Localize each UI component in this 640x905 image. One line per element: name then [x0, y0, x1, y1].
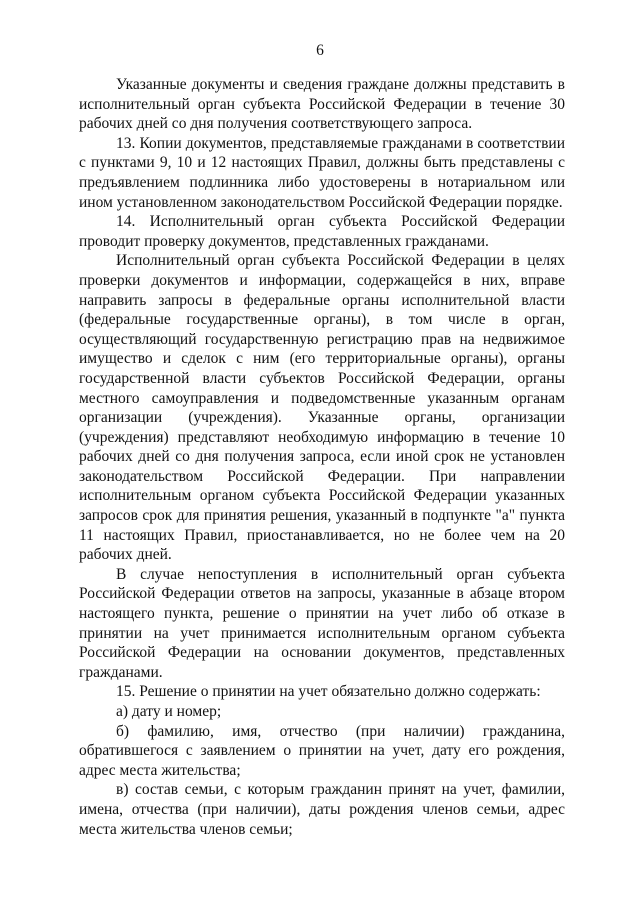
- paragraph-no-response: В случае непоступления в исполнительный орган субъекта Российской Федерации ответов на запросы, указанные в абзаце втором настоящего пункта, решение о принятии на учет либо об отказе в принятии на учет принимается исполнительным органом субъекта Российской Федерации на основании документов, представленных гражданами.: [79, 565, 565, 681]
- paragraph-item-13: 13. Копии документов, представляемые гражданами в соответствии с пунктами 9, 10 и 12 настоящих Правил, должны быть представлены с предъявлением подлинника либо удостоверены в нотариальном или ином установленном законодательством Российской Федерации порядке.: [79, 134, 565, 211]
- page-number: 6: [316, 42, 324, 59]
- paragraph-item-14: 14. Исполнительный орган субъекта Российской Федерации проводит проверку документов, представленных гражданами.: [79, 213, 565, 250]
- paragraph-subitem-v: в) состав семьи, с которым гражданин принят на учет, фамилии, имена, отчества (при наличии), даты рождения членов семьи, адрес места жительства членов семьи;: [79, 781, 565, 838]
- paragraph-subitem-a: а) дату и номер;: [116, 703, 222, 720]
- paragraph-verification-requests: Исполнительный орган субъекта Российской Федерации в целях проверки документов и информации, содержащейся в них, вправе направить запросы в федеральные органы исполнительной власти (федеральные государственные органы), в том числе в орган, осуществляющий государственную регистрацию прав на недвижимое имущество и сделок с ним (его территориальные органы), органы государственной власти субъектов Российской Федерации, органы местного самоуправления и подведомственные указанным органам организации (учреждения). Указанные органы, организации (учреждения) представляют необходимую информацию в течение 10 рабочих дней со дня получения запроса, если иной срок не установлен законодательством Российской Федерации. При направлении исполнительным органом субъекта Российской Федерации указанных запросов срок для принятия решения, указанный в подпункте "а" пункта 11 настоящих Правил, приостанавливается, но не более чем на 20 рабочих дней.: [79, 252, 565, 564]
- paragraph-documents-deadline: Указанные документы и сведения граждане должны представить в исполнительный орган субъекта Российской Федерации в течение 30 рабочих дней со дня получения соответствующего запроса.: [79, 76, 565, 133]
- paragraph-item-15: 15. Решение о принятии на учет обязательно должно содержать:: [116, 683, 541, 701]
- document-body: [79, 75, 565, 839]
- paragraph-subitem-b: б) фамилию, имя, отчество (при наличии) гражданина, обратившегося с заявлением о принятии на учет, дату его рождения, адрес места жительства;: [79, 722, 565, 779]
